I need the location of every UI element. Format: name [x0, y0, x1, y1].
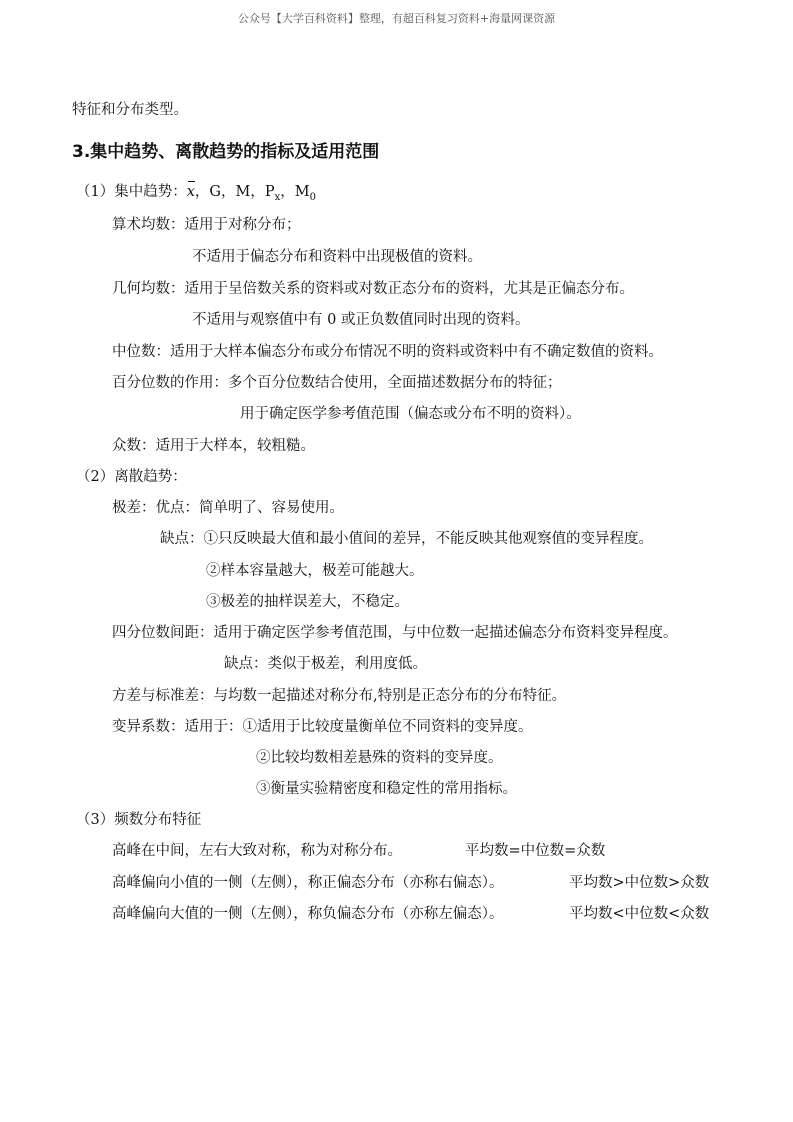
geo-mean-line: 不适用与观察值中有 0 或正负数值同时出现的资料。 — [192, 312, 530, 328]
freq-row — [112, 841, 402, 861]
mode-subscript: 0 — [309, 191, 316, 203]
range-line: ③极差的抽样误差大，不稳定。 — [206, 594, 409, 610]
arith-mean-line: 不适用于偏态分布和资料中出现极值的资料。 — [192, 249, 482, 265]
central-tendency-title: （1）集中趋势： — [76, 184, 187, 200]
range-line: 缺点：①只反映最大值和最小值间的差异，不能反映其他观察值的变异程度。 — [160, 531, 653, 547]
percentile-line: 用于确定医学参考值范围（偏态或分布不明的资料）。 — [240, 406, 581, 422]
cv-line: ③衡量实验精密度和稳定性的常用指标。 — [256, 781, 517, 797]
freq-row-desc: 高峰在中间，左右大致对称，称为对称分布。 — [112, 843, 402, 859]
percentile-line: 百分位数的作用：多个百分位数结合使用，全面描述数据分布的特征； — [112, 375, 562, 391]
median-line: 中位数：适用于大样本偏态分布或分布情况不明的资料或资料中有不确定数值的资料。 — [112, 344, 663, 360]
section-title: 3.集中趋势、离散趋势的指标及适用范围 — [72, 142, 380, 162]
symbol-separator: ，G，M，P — [194, 184, 275, 200]
freq-row-relation: 平均数=中位数=众数 — [465, 843, 606, 859]
geo-mean-line: 几何均数：适用于呈倍数关系的资料或对数正态分布的资料，尤其是正偏态分布。 — [112, 281, 634, 297]
dispersion-title: （2）离散趋势： — [76, 469, 187, 485]
range-line: 极差：优点：简单明了、容易使用。 — [112, 500, 344, 516]
iqr-line: 缺点：类似于极差，利用度低。 — [224, 656, 427, 672]
variance-line: 方差与标准差：与均数一起描述对称分布,特别是正态分布的分布特征。 — [112, 688, 567, 704]
percentile-subscript: x — [274, 191, 281, 203]
freq-row-relation: 平均数>中位数>众数 — [569, 875, 710, 891]
freq-row-relation: 平均数<中位数<众数 — [569, 906, 710, 922]
iqr-line: 四分位数间距：适用于确定医学参考值范围，与中位数一起描述偏态分布资料变异程度。 — [112, 625, 678, 641]
symbol-separator: ，M — [280, 184, 310, 200]
arith-mean-line: 算术均数：适用于对称分布； — [112, 217, 301, 233]
freq-row-desc: 高峰偏向小值的一侧（左侧），称正偏态分布（亦称右偏态）。 — [112, 875, 504, 891]
cv-line: 变异系数：适用于：①适用于比较度量衡单位不同资料的变异度。 — [112, 719, 533, 735]
freq-row — [112, 904, 504, 924]
intro-tail-text: 特征和分布类型。 — [72, 102, 188, 118]
central-tendency-line — [76, 182, 316, 208]
freq-row-desc: 高峰偏向大值的一侧（左侧），称负偏态分布（亦称左偏态）。 — [112, 906, 504, 922]
cv-line: ②比较均数相差悬殊的资料的变异度。 — [256, 750, 503, 766]
range-line: ②样本容量越大，极差可能越大。 — [206, 563, 424, 579]
mean-symbol: x — [186, 184, 195, 200]
mode-line: 众数：适用于大样本，较粗糙。 — [112, 438, 315, 454]
freq-row — [112, 873, 504, 893]
page-header-watermark: 公众号【大学百科资料】整理，有超百科复习资料+海量网课资源 — [237, 12, 556, 25]
freq-dist-title: （3）频数分布特征 — [76, 812, 202, 828]
